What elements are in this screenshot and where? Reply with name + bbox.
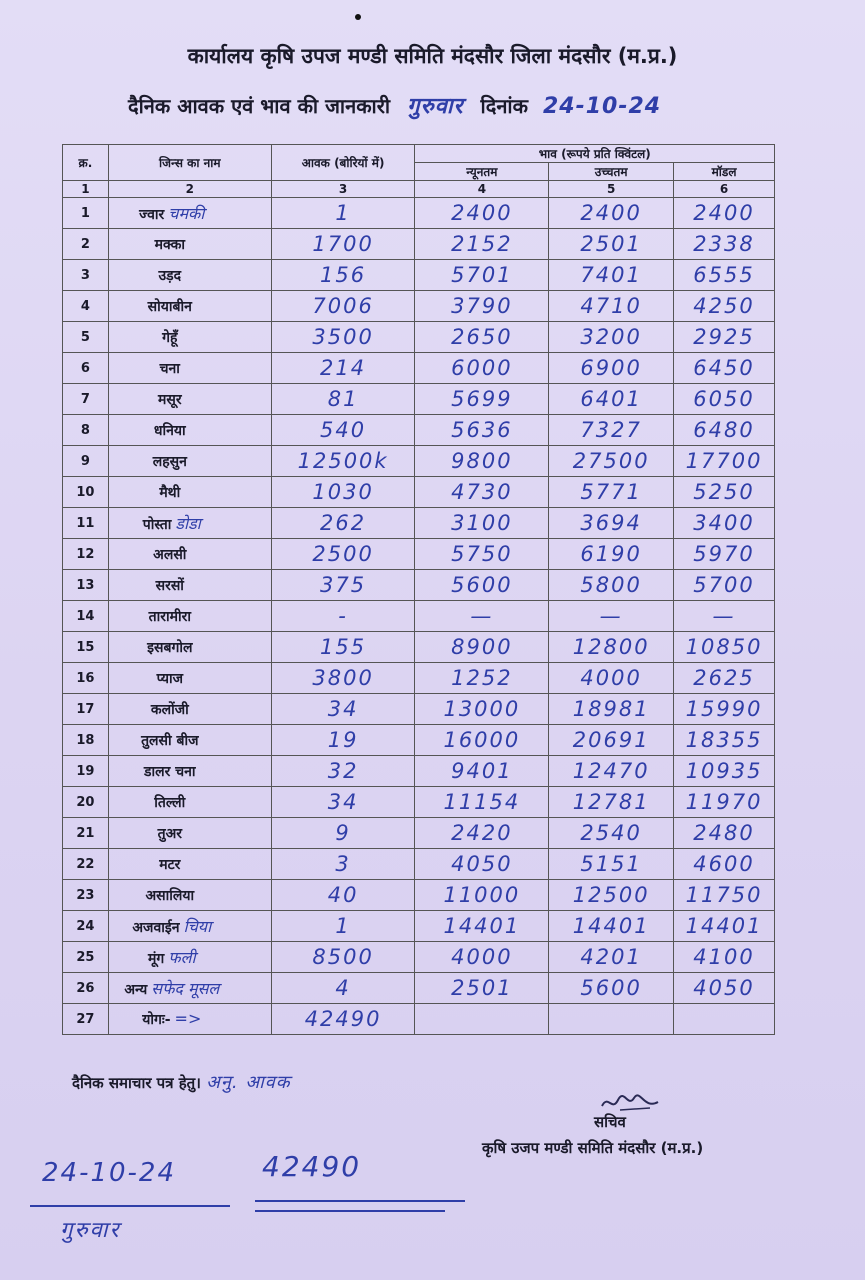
table-row [63, 229, 775, 260]
table-row [63, 911, 775, 942]
cell-arrival: 40 [271, 880, 415, 911]
cell-max: 2400 [549, 198, 674, 229]
footer-note [72, 1070, 291, 1094]
cell-sno: 10 [63, 477, 109, 508]
cell-max: 12500 [549, 880, 674, 911]
subtitle-text: दैनिक आवक एवं भाव की जानकारी [128, 94, 391, 118]
cell-modal: 15990 [674, 694, 775, 725]
crop-name: असालिया [145, 888, 195, 904]
cell-max: 14401 [549, 911, 674, 942]
table-row [63, 446, 775, 477]
crop-name: पोस्ता [142, 517, 172, 533]
cell-arrival: 81 [271, 384, 415, 415]
cell-arrival: 34 [271, 787, 415, 818]
cell-min: 9401 [415, 756, 549, 787]
report-subtitle [128, 90, 661, 120]
cell-modal: 2480 [674, 818, 775, 849]
crop-note: डोडा [175, 514, 201, 533]
cell-min [415, 1004, 549, 1035]
cell-modal: 4250 [674, 291, 775, 322]
crop-name: धनिया [153, 423, 186, 439]
cell-name [108, 322, 271, 353]
cell-sno: 26 [63, 973, 109, 1004]
cell-modal: 6480 [674, 415, 775, 446]
table-row [63, 942, 775, 973]
cell-name [108, 849, 271, 880]
cell-max: 18981 [549, 694, 674, 725]
cell-sno: 23 [63, 880, 109, 911]
cell-max: 6401 [549, 384, 674, 415]
cell-name [108, 694, 271, 725]
cell-sno: 21 [63, 818, 109, 849]
crop-name: मूंग [148, 951, 165, 967]
header-max: उच्चतम [549, 163, 674, 181]
secretary-label: सचिव [594, 1113, 626, 1131]
cell-max [549, 1004, 674, 1035]
cell-arrival: 375 [271, 570, 415, 601]
col-index: 1 [63, 181, 109, 198]
day-handwritten: गुरुवार [407, 94, 464, 119]
cell-sno: 16 [63, 663, 109, 694]
cell-name [108, 1004, 271, 1035]
cell-name [108, 539, 271, 570]
table-row [63, 353, 775, 384]
header-arrival: आवक (बोरियों में) [271, 145, 415, 181]
cell-max: 2540 [549, 818, 674, 849]
cell-modal: 10850 [674, 632, 775, 663]
table-row [63, 973, 775, 1004]
handwritten-day: गुरुवार [60, 1218, 121, 1243]
rates-table [62, 144, 775, 1035]
cell-min: 4050 [415, 849, 549, 880]
handwritten-total: 42490 [262, 1150, 362, 1183]
cell-modal: 6450 [674, 353, 775, 384]
crop-name: मटर [159, 857, 181, 873]
cell-modal: 17700 [674, 446, 775, 477]
cell-name [108, 229, 271, 260]
cell-name [108, 880, 271, 911]
cell-modal: 11970 [674, 787, 775, 818]
cell-sno: 25 [63, 942, 109, 973]
table-row [63, 632, 775, 663]
crop-name: तिल्ली [154, 795, 186, 811]
table-row [63, 663, 775, 694]
cell-max: 12470 [549, 756, 674, 787]
cell-min: 2650 [415, 322, 549, 353]
crop-name: इसबगोल [147, 640, 193, 656]
cell-min: 5750 [415, 539, 549, 570]
crop-name: सरसों [155, 578, 184, 594]
cell-arrival: 156 [271, 260, 415, 291]
cell-sno: 5 [63, 322, 109, 353]
col-index: 5 [549, 181, 674, 198]
cell-modal: 5250 [674, 477, 775, 508]
cell-name [108, 942, 271, 973]
cell-sno: 13 [63, 570, 109, 601]
cell-max: 3200 [549, 322, 674, 353]
cell-sno: 24 [63, 911, 109, 942]
footer-note-text: दैनिक समाचार पत्र हेतु। [72, 1074, 201, 1092]
cell-modal: 11750 [674, 880, 775, 911]
date-handwritten: 24-10-24 [542, 94, 662, 119]
cell-min: 5636 [415, 415, 549, 446]
table-row [63, 725, 775, 756]
cell-arrival: 4 [271, 973, 415, 1004]
header-sno: क्र. [63, 145, 109, 181]
cell-sno: 9 [63, 446, 109, 477]
col-index: 4 [415, 181, 549, 198]
cell-name [108, 260, 271, 291]
cell-name [108, 973, 271, 1004]
cell-name [108, 663, 271, 694]
crop-name: सोयाबीन [147, 299, 192, 315]
cell-arrival: 32 [271, 756, 415, 787]
table-row [63, 415, 775, 446]
crop-name: ज्वार [139, 207, 165, 223]
cell-name [108, 756, 271, 787]
office-title: कार्यालय कृषि उपज मण्डी समिति मंदसौर जिला मंदसौर (म.प्र.) [187, 44, 678, 68]
cell-modal: 4600 [674, 849, 775, 880]
table-row [63, 384, 775, 415]
cell-max: 5800 [549, 570, 674, 601]
table-body [63, 198, 775, 1035]
cell-max: 3694 [549, 508, 674, 539]
cell-sno: 4 [63, 291, 109, 322]
cell-arrival: 34 [271, 694, 415, 725]
cell-max: 12800 [549, 632, 674, 663]
cell-modal: 18355 [674, 725, 775, 756]
cell-min: 11000 [415, 880, 549, 911]
cell-max: — [549, 601, 674, 632]
cell-modal: 2625 [674, 663, 775, 694]
crop-name: अलसी [153, 547, 187, 563]
crop-note: चिया [183, 917, 212, 936]
crop-name: लहसुन [152, 454, 187, 470]
cell-arrival: 7006 [271, 291, 415, 322]
underline [255, 1200, 465, 1202]
crop-name: तुअर [157, 826, 182, 842]
cell-sno: 15 [63, 632, 109, 663]
header-min: न्यूनतम [415, 163, 549, 181]
cell-name [108, 415, 271, 446]
cell-name [108, 725, 271, 756]
cell-sno: 2 [63, 229, 109, 260]
cell-name [108, 787, 271, 818]
cell-max: 12781 [549, 787, 674, 818]
cell-arrival: 155 [271, 632, 415, 663]
crop-note: => [174, 1009, 202, 1028]
crop-name: तुलसी बीज [141, 733, 199, 749]
cell-sno: 1 [63, 198, 109, 229]
cell-min: 1252 [415, 663, 549, 694]
cell-modal: 6050 [674, 384, 775, 415]
crop-name: मसूर [158, 392, 182, 408]
cell-name [108, 384, 271, 415]
crop-name: अन्य [124, 982, 148, 998]
header-price: भाव (रूपये प्रति क्विंटल) [415, 145, 775, 163]
cell-sno: 14 [63, 601, 109, 632]
cell-modal: 2400 [674, 198, 775, 229]
date-label: दिनांक [480, 94, 528, 118]
table-row [63, 477, 775, 508]
cell-modal: 2338 [674, 229, 775, 260]
crop-name: चना [159, 361, 180, 377]
cell-max: 5600 [549, 973, 674, 1004]
crop-name: प्याज [156, 671, 183, 687]
underline [255, 1210, 445, 1212]
handwritten-date: 24-10-24 [42, 1158, 177, 1188]
cell-modal: 10935 [674, 756, 775, 787]
cell-arrival: 1 [271, 911, 415, 942]
table-row [63, 198, 775, 229]
cell-modal [674, 1004, 775, 1035]
table-row [63, 322, 775, 353]
cell-max: 6900 [549, 353, 674, 384]
cell-sno: 22 [63, 849, 109, 880]
cell-min: 3100 [415, 508, 549, 539]
cell-min: 4730 [415, 477, 549, 508]
cell-name [108, 446, 271, 477]
crop-name: डालर चना [144, 764, 196, 780]
table-row [63, 508, 775, 539]
cell-max: 5151 [549, 849, 674, 880]
cell-min: 4000 [415, 942, 549, 973]
col-index: 3 [271, 181, 415, 198]
header-name: जिन्स का नाम [108, 145, 271, 181]
cell-min: 13000 [415, 694, 549, 725]
cell-min: 5600 [415, 570, 549, 601]
cell-min: 2501 [415, 973, 549, 1004]
cell-name [108, 291, 271, 322]
crop-name: अजवाईन [132, 920, 180, 936]
cell-min: 2420 [415, 818, 549, 849]
cell-modal: 5700 [674, 570, 775, 601]
underline [30, 1205, 230, 1207]
cell-sno: 18 [63, 725, 109, 756]
cell-name [108, 353, 271, 384]
cell-modal: 2925 [674, 322, 775, 353]
cell-max: 4000 [549, 663, 674, 694]
cell-name [108, 632, 271, 663]
cell-sno: 8 [63, 415, 109, 446]
table-row [63, 694, 775, 725]
cell-arrival: 262 [271, 508, 415, 539]
cell-arrival: 1 [271, 198, 415, 229]
table-row [63, 787, 775, 818]
cell-modal: 4050 [674, 973, 775, 1004]
cell-modal: 6555 [674, 260, 775, 291]
committee-label: कृषि उजप मण्डी समिति मंदसौर (म.प्र.) [482, 1139, 704, 1157]
cell-name [108, 601, 271, 632]
cell-arrival: 2500 [271, 539, 415, 570]
col-index: 6 [674, 181, 775, 198]
table-row [63, 260, 775, 291]
cell-arrival: - [271, 601, 415, 632]
cell-arrival: 214 [271, 353, 415, 384]
crop-note: चमकी [168, 204, 205, 223]
crop-name: मक्का [154, 237, 185, 253]
crop-name: तारामीरा [148, 609, 191, 625]
crop-name: उड़द [158, 268, 182, 284]
cell-modal: 4100 [674, 942, 775, 973]
table-row [63, 756, 775, 787]
cell-min: 8900 [415, 632, 549, 663]
crop-name: कलोंजी [150, 702, 189, 718]
cell-arrival: 1700 [271, 229, 415, 260]
cell-sno: 17 [63, 694, 109, 725]
cell-min: 9800 [415, 446, 549, 477]
crop-note: फली [168, 948, 196, 967]
cell-name [108, 477, 271, 508]
cell-name [108, 570, 271, 601]
cell-arrival: 12500k [271, 446, 415, 477]
footer-note-handwritten: अनु. आवक [206, 1072, 291, 1093]
cell-max: 5771 [549, 477, 674, 508]
cell-max: 6190 [549, 539, 674, 570]
cell-name [108, 198, 271, 229]
cell-max: 7327 [549, 415, 674, 446]
table-row [63, 1004, 775, 1035]
cell-sno: 6 [63, 353, 109, 384]
cell-arrival: 9 [271, 818, 415, 849]
cell-arrival: 19 [271, 725, 415, 756]
cell-min: 5699 [415, 384, 549, 415]
cell-modal: 5970 [674, 539, 775, 570]
cell-name [108, 911, 271, 942]
table-row [63, 880, 775, 911]
cell-min: 16000 [415, 725, 549, 756]
cell-max: 4710 [549, 291, 674, 322]
cell-max: 20691 [549, 725, 674, 756]
cell-min: 2400 [415, 198, 549, 229]
table-row [63, 291, 775, 322]
cell-max: 7401 [549, 260, 674, 291]
punch-dot [355, 14, 361, 20]
cell-name [108, 818, 271, 849]
cell-name [108, 508, 271, 539]
cell-min: 3790 [415, 291, 549, 322]
cell-arrival: 3 [271, 849, 415, 880]
header-modal: मॉडल [674, 163, 775, 181]
cell-max: 4201 [549, 942, 674, 973]
cell-sno: 11 [63, 508, 109, 539]
table-row [63, 601, 775, 632]
table-row [63, 570, 775, 601]
cell-min: — [415, 601, 549, 632]
cell-arrival: 540 [271, 415, 415, 446]
cell-min: 11154 [415, 787, 549, 818]
cell-sno: 7 [63, 384, 109, 415]
cell-arrival: 1030 [271, 477, 415, 508]
cell-sno: 19 [63, 756, 109, 787]
cell-arrival: 42490 [271, 1004, 415, 1035]
crop-name: गेहूँ [162, 330, 178, 346]
cell-sno: 20 [63, 787, 109, 818]
cell-modal: 14401 [674, 911, 775, 942]
crop-name: योगः- [142, 1012, 171, 1028]
cell-max: 2501 [549, 229, 674, 260]
cell-modal: — [674, 601, 775, 632]
table-row [63, 849, 775, 880]
cell-sno: 3 [63, 260, 109, 291]
col-index: 2 [108, 181, 271, 198]
cell-modal: 3400 [674, 508, 775, 539]
cell-max: 27500 [549, 446, 674, 477]
crop-name: मैथी [159, 485, 181, 501]
cell-min: 5701 [415, 260, 549, 291]
cell-min: 14401 [415, 911, 549, 942]
crop-note: सफेद मूसल [151, 979, 220, 998]
cell-sno: 27 [63, 1004, 109, 1035]
cell-arrival: 8500 [271, 942, 415, 973]
table-row [63, 539, 775, 570]
cell-min: 2152 [415, 229, 549, 260]
cell-arrival: 3500 [271, 322, 415, 353]
cell-sno: 12 [63, 539, 109, 570]
table-row [63, 818, 775, 849]
cell-arrival: 3800 [271, 663, 415, 694]
cell-min: 6000 [415, 353, 549, 384]
